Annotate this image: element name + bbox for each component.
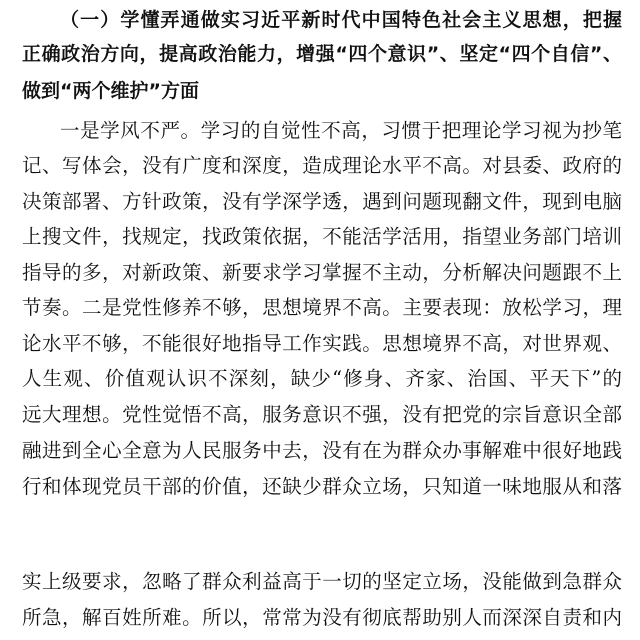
body-text-line: 指导的多，对新政策、新要求学习掌握不主动，分析解决问题跟不上 xyxy=(22,261,622,284)
body-text-line: 决策部署、方针政策，没有学深学透，遇到问题现翻文件，现到电脑 xyxy=(22,190,622,213)
body-text-line: 行和体现党员干部的价值，还缺少群众立场，只知道一味地服从和落 xyxy=(22,475,622,498)
section-heading-line-1: （一）学懂弄通做实习近平新时代中国特色社会主义思想，把握 xyxy=(60,9,622,31)
body-text-line: 论水平不够，不能很好地指导工作实践。思想境界不高，对世界观、 xyxy=(22,332,622,355)
body-text-line: 人生观、价值观认识不深刻，缺少“修身、齐家、治国、平天下”的 xyxy=(22,367,622,390)
body-text-line: 所急，解百姓所难。所以，常常为没有彻底帮助别人而深深自责和内 xyxy=(22,606,622,629)
body-text-line: 实上级要求，忽略了群众利益高于一切的坚定立场，没能做到急群众 xyxy=(22,570,622,593)
section-heading-line-3: 做到“两个维护”方面 xyxy=(22,80,199,102)
body-text-line: 远大理想。党性觉悟不高，服务意识不强，没有把党的宗旨意识全部 xyxy=(22,403,622,426)
section-heading-line-2: 正确政治方向，提高政治能力，增强“四个意识”、坚定“四个自信”、 xyxy=(22,43,622,65)
body-text-line: 记、写体会，没有广度和深度，造成理论水平不高。对县委、政府的 xyxy=(22,154,622,177)
body-text-line: 融进到全心全意为人民服务中去，没有在为群众办事解难中很好地践 xyxy=(22,439,622,462)
body-text-line: 节奏。二是党性修养不够，思想境界不高。主要表现：放松学习，理 xyxy=(22,296,622,319)
body-text-line: 上搜文件，找规定，找政策依据，不能活学活用，指望业务部门培训 xyxy=(22,225,622,248)
body-text-line: 一是学风不严。学习的自觉性不高，习惯于把理论学习视为抄笔 xyxy=(60,119,622,142)
